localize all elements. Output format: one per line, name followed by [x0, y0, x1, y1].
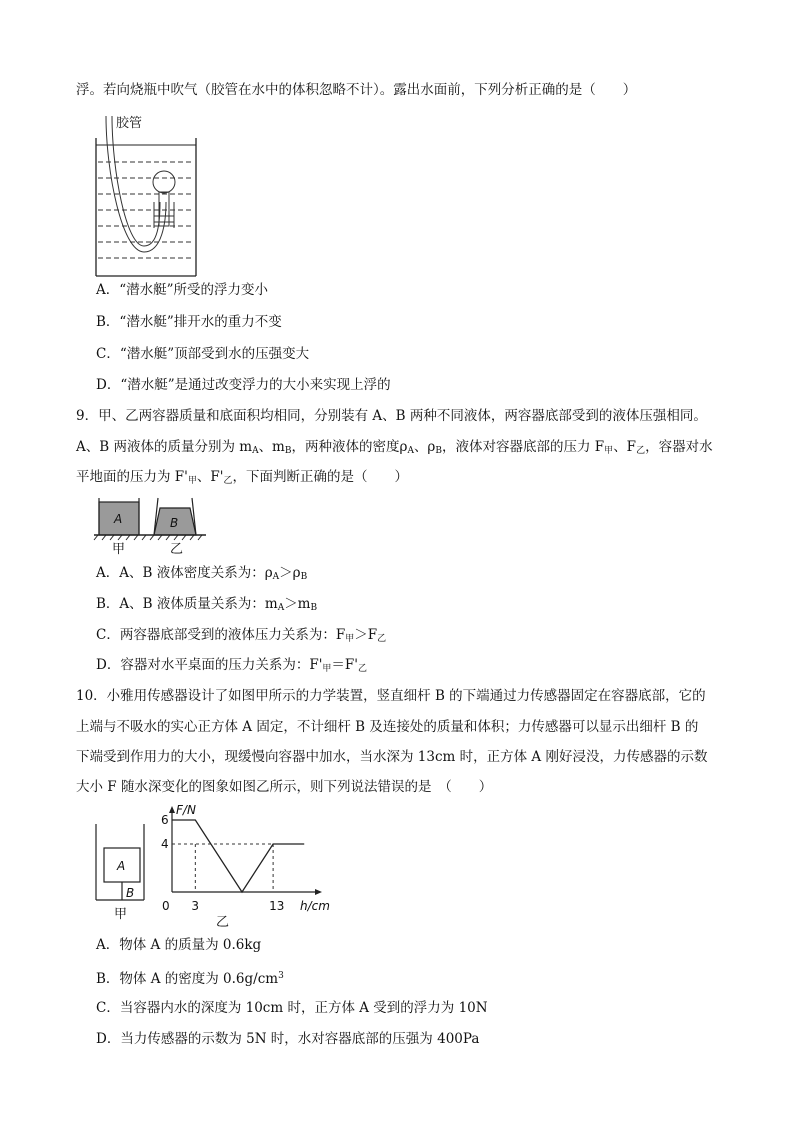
- q9-stem-line3: 平地面的压力为 $F'_甲$、$F'_乙$，下面判断正确的是（ ）: [76, 469, 408, 486]
- y-axis-arrow: [169, 806, 175, 813]
- q10-stem-line4: 大小 F 随水深变化的图象如图乙所示，则下列说法错误的是 （ ）: [76, 779, 493, 795]
- origin-label: 0: [162, 899, 170, 913]
- ground-hatch: [94, 535, 206, 540]
- q9-figure: [94, 492, 208, 557]
- q10-chart: [158, 800, 330, 930]
- series-line-0: [172, 820, 304, 892]
- chart-text: [161, 803, 330, 930]
- liquid-a-letter: A: [114, 512, 123, 526]
- q9-stem-line1: 9．甲、乙两容器质量和底面积均相同，分别装有 A、B 两种不同液体，两容器底部受到的液体压强相同。: [76, 408, 707, 424]
- q10-option-d: D．当力传感器的示数为 5N 时，水对容器底部的压强为 400Pa: [96, 1031, 480, 1047]
- q10-figure-jia: [92, 820, 152, 924]
- q8-option-c: C．“潜水艇”顶部受到水的压强变大: [96, 346, 310, 362]
- liquid-b-letter: B: [170, 516, 179, 530]
- container-yi: [154, 498, 196, 535]
- q10-option-a: A．物体 A 的质量为 0.6kg: [96, 937, 262, 953]
- water-dash-lines: [98, 162, 194, 258]
- chart-axes: [169, 806, 322, 895]
- x-tick-label-0: 3: [191, 899, 199, 913]
- label-yi: 乙: [170, 542, 184, 557]
- x-tick-label-1: 13: [269, 899, 285, 913]
- label-jia: 甲: [114, 907, 128, 922]
- q9-option-d: D．容器对水平桌面的压力关系为：$F'_甲=F'_乙$: [96, 657, 368, 674]
- hose-label: 胶管: [116, 116, 143, 131]
- chart-series: [172, 820, 304, 892]
- x-axis-arrow: [315, 889, 322, 895]
- q8-figure: [92, 112, 202, 280]
- q8-option-d: D．“潜水艇”是通过改变浮力的大小来实现上浮的: [96, 377, 391, 393]
- flask: [153, 171, 175, 228]
- rod-b-letter: B: [126, 886, 135, 900]
- q10-stem-line1: 10．小雅用传感器设计了如图甲所示的力学装置，竖直细杆 B 的下端通过力传感器固定在容器底部，它的: [76, 688, 706, 704]
- q9-stem-line2: A、B 两液体的质量分别为 $m_A$、$m_B$，两种液体的密度$\rho_A$、$\rho_B$，液体对容器底部的压力 $F_甲$、$F_乙$，容器对水: [76, 439, 713, 456]
- q9-option-c: C．两容器底部受到的液体压力关系为：$F_甲>F_乙$: [96, 627, 387, 644]
- cube-a-letter: A: [117, 859, 126, 873]
- q8-option-b: B．“潜水艇”排开水的重力不变: [96, 314, 282, 330]
- q8-option-a: A．“潜水艇”所受的浮力变小: [96, 282, 269, 298]
- q9-option-b: B．A、B 液体质量关系为：$m_A>m_B$: [96, 596, 318, 613]
- label-jia: 甲: [112, 542, 126, 557]
- y-tick-label-1: 4: [161, 837, 169, 851]
- q9-option-a: A．A、B 液体密度关系为：$\rho_A>\rho_B$: [96, 565, 308, 582]
- q10-stem-line3: 下端受到作用力的大小，现缓慢向容器中加水，当水深为 13cm 时，正方体 A 刚好浸没，力传感器的示数: [76, 749, 708, 765]
- tank: [96, 138, 196, 276]
- q8-stem: 浮。若向烧瓶中吹气（胶管在水中的体积忽略不计）。露出水面前，下列分析正确的是（ ）: [76, 82, 637, 98]
- y-axis-label: F/N: [176, 803, 196, 817]
- chart-caption: 乙: [216, 915, 230, 930]
- q10-option-b: B．物体 A 的密度为 $0.6g/cm^3$: [96, 971, 284, 987]
- q10-stem-line2: 上端与不吸水的实心正方体 A 固定，不计细杆 B 及连接处的质量和体积；力传感器可以显示出细杆 B 的: [76, 719, 699, 735]
- q10-option-c: C．当容器内水的深度为 10cm 时，正方体 A 受到的浮力为 10N: [96, 1000, 488, 1016]
- hose: [106, 116, 166, 252]
- container-jia: [99, 498, 139, 535]
- y-tick-label-0: 6: [161, 813, 169, 827]
- x-axis-label: h/cm: [300, 899, 330, 913]
